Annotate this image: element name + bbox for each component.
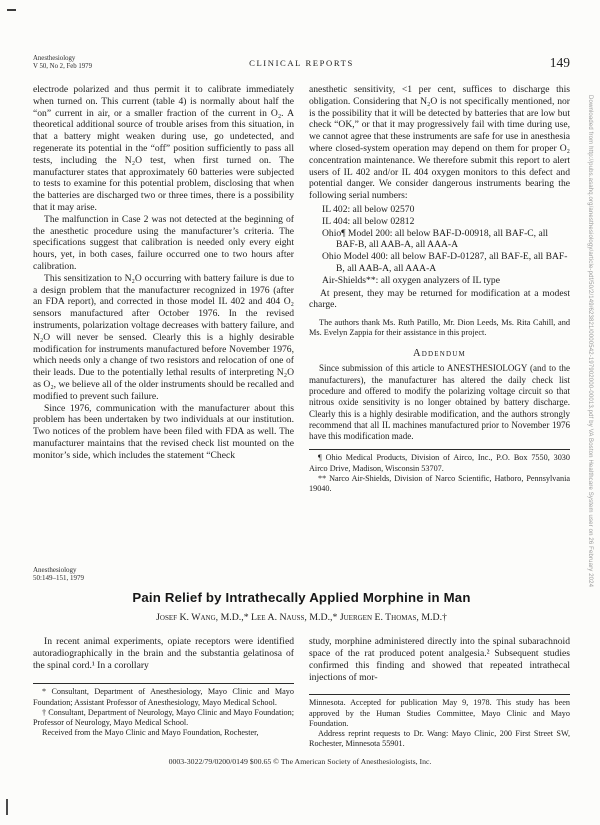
- addendum-paragraph: Since submission of this article to ANESTHESIOLOGY (and to the manufacturers), the manufacturer has altered the daily check list procedure and offered to modify the polarizing voltage circuit so that nitrous oxide sensitivity is no longer obtained by battery discharge. Clearly this is a highly desirable modification, and the authors strongly recommend that all IL machines manufactured prior to November 1976 have this modification made.: [309, 363, 570, 442]
- footnote: Minnesota. Accepted for publication May 9, 1978. This study has been approved by the Human Studies Committee, Mayo Clinic and Mayo Foundation.: [309, 698, 570, 728]
- article2-left-column: [33, 636, 294, 749]
- serial-item: Ohio¶ Model 200: all below BAF-D-00918, all BAF-C, all BAF-B, all AAB-A, all AAA-A: [322, 227, 549, 251]
- footnote: Address reprint requests to Dr. Wang: Mayo Clinic, 200 First Street SW, Rochester, Minnesota 55901.: [309, 729, 570, 749]
- footnote: Received from the Mayo Clinic and Mayo Foundation, Rochester,: [42, 728, 259, 738]
- footnote-rule: [309, 449, 570, 450]
- serial-item: Air-Shields**: all oxygen analyzers of IL type: [322, 274, 500, 286]
- addendum-heading: Addendum: [413, 347, 466, 359]
- serial-number-list: [309, 204, 570, 287]
- paragraph: Since 1976, communication with the manufacturer about this problem has been undertaken by two individuals at our institution. Two notices of the problem have been filed with FDA as well. The manufacturer maintains that the revised check list mounted on the monitor’s side, which includes the statement “Check: [33, 402, 294, 461]
- page-number: 149: [549, 55, 570, 70]
- article2: [33, 566, 570, 749]
- serial-item: Ohio Model 400: all below BAF-D-01287, all BAF-E, all BAF-B, all AAB-A, all AAA-A: [322, 251, 568, 274]
- serial-item: IL 404: all below 02812: [322, 215, 415, 227]
- footnote: † Consultant, Department of Neurology, Mayo Clinic and Mayo Foundation; Professor of Neurology, Mayo Medical School.: [33, 707, 294, 728]
- footnote-rule: [309, 694, 570, 695]
- paragraph: At present, they may be returned for modification at a modest charge.: [309, 287, 570, 311]
- paragraph: The malfunction in Case 2 was not detected at the beginning of the anesthetic procedure using the manufacturer’s criteria. The specifications suggest that calibration is needed only every eight hours, yet, in both cases, failure occurred one to two hours after calibration.: [33, 213, 294, 272]
- paragraph: electrode polarized and thus permit it to calibrate immediately when turned on. This current (table 4) is normally about half the “on” current in air, or a smaller fraction of the current in O₂. A theoretical additional source of trouble arises from this situation, in that a battery might weaken during use, go undetected, and regenerate its potential in the “off” position sufficiently to pass all tests, including the N₂O test, when first turned on. The manufacturer states that approximately 60 batteries were subjected to tests to examine for this potential problem, disclosing that when the batteries are discharged two or three times, there is a possibility that it may arise.: [33, 84, 294, 213]
- scan-artifact-bottom: [6, 799, 8, 815]
- acknowledgment: The authors thank Ms. Ruth Patillo, Mr. Dion Leeds, Ms. Rita Cahill, and Ms. Evelyn Zappia for their assistance in this project.: [309, 318, 570, 338]
- article1-right-column: [309, 84, 570, 494]
- scan-artifact-top: [7, 9, 16, 11]
- article2-title: Pain Relief by Intrathecally Applied Morphine in Man: [132, 590, 471, 606]
- section-title: CLINICAL REPORTS: [249, 58, 354, 68]
- footnote-rule: [33, 683, 294, 684]
- journal-volume: V 50, No 2, Feb 1979: [33, 63, 92, 70]
- citation-pages: 50:149–151, 1979: [33, 574, 84, 583]
- serial-item: IL 402: all below 02570: [322, 203, 415, 215]
- paragraph: study, morphine administered directly into the spinal subarachnoid space of the rat produced potent analgesia.² Subsequent studies confirmed this finding and showed that repeated intrathecal injections of mor-: [309, 636, 570, 683]
- running-head: [33, 55, 570, 71]
- article1-columns: [33, 84, 570, 494]
- copyright-line: 0003-3022/79/0200/0149 $00.65 © The American Society of Anesthesiologists, Inc.: [168, 757, 432, 766]
- article2-columns: [33, 636, 570, 749]
- journal-name: Anesthesiology: [33, 55, 76, 62]
- article1-left-column: [33, 84, 294, 494]
- paragraph: In recent animal experiments, opiate receptors were identified autoradiographically in the brain and the substantia gelatinosa of the spinal cord.¹ In a corollary: [33, 636, 294, 671]
- footnote: ¶ Ohio Medical Products, Division of Airco, Inc., P.O. Box 7550, 3030 Airco Drive, Madison, Wisconsin 53707.: [309, 453, 570, 473]
- citation-journal: Anesthesiology: [33, 566, 77, 574]
- paragraph: This sensitization to N₂O occurring with battery failure is due to a design problem that the manufacturer recognized in 1976 (after an FDA report), and corrected in those model IL 402 and 404 O₂ sensors manufactured after October 1976. In the revised instruments, polarization voltage decreases with battery failure, and N₂O will never be sensed. Clearly this is a highly desirable modification for instruments manufactured before November 1976, which needs only a change of two resistors and relocation of one of their leads. Due to the potentially lethal results of interpreting N₂O as O₂, we believe all of the older instruments should be recalled and modified to prevent such failure.: [33, 272, 294, 402]
- download-watermark: Downloaded from http://pubs.asahq.org/anesthesiology/article-pdf/50/2/149/623821/0000542-197902000-00013.pdf by VA Boston Healthcare System user on 26 February 2024: [587, 95, 593, 588]
- article2-right-column: [309, 636, 570, 749]
- article2-authors: Josef K. Wang, M.D.,* Lee A. Nauss, M.D.,* Juergen E. Thomas, M.D.†: [156, 612, 447, 624]
- paragraph: anesthetic sensitivity, <1 per cent, suffices to discharge this obligation. Considering that N₂O is not specifically mentioned, nor is the possibility that it will be detected by batteries that are low but check “OK,” or that it may progressively fail with time during use, we cannot agree that these instruments are safe for use in anesthesia where closed-system operation may depend on them for proper O₂ concentration maintenance. We therefore submit this report to alert users of IL 402 and/or IL 404 oxygen monitors to this defect and potential danger. We consider dangerous instruments bearing the following serial numbers:: [309, 84, 570, 202]
- footnote: ** Narco Air-Shields, Division of Narco Scientific, Hatboro, Pennsylvania 19040.: [309, 473, 570, 494]
- journal-info: [33, 55, 163, 71]
- article2-citation: [33, 566, 570, 582]
- footnote: * Consultant, Department of Anesthesiology, Mayo Clinic and Mayo Foundation; Assistant Professor of Anesthesiology, Mayo Medical School.: [33, 687, 294, 707]
